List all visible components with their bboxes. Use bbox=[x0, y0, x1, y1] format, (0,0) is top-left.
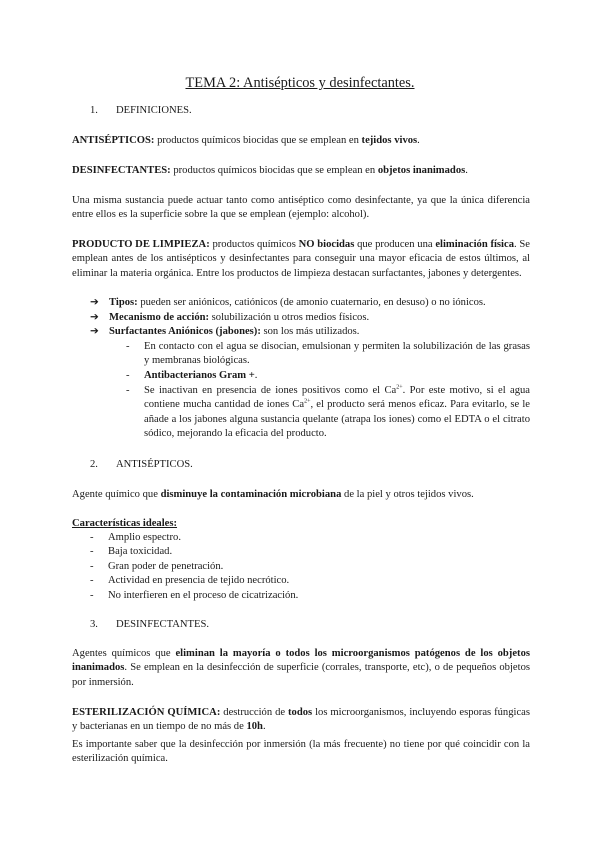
section-3-title: DESINFECTANTES. bbox=[116, 619, 210, 630]
dash-bullet: - bbox=[90, 561, 94, 572]
list-item-label: Tipos: bbox=[109, 297, 138, 308]
definition-text: . Se emplean en la desinfección de superficie (corrales, transporte, etc), o de pequeños objetos por inmersión. bbox=[72, 662, 530, 688]
sub-item-text: Se inactivan en presencia de iones positivos como el Ca bbox=[144, 385, 397, 396]
emphasis-text: NO biocidas bbox=[298, 239, 355, 250]
section-2-title: ANTISÉPTICOS. bbox=[116, 459, 193, 470]
paragraph-nota-inmersion: Es importante saber que la desinfección por inmersión (la más frecuente) no tiene por qué coincidir con la esterilización química. bbox=[72, 739, 530, 765]
definition-text: productos químicos biocidas que se emplean en bbox=[154, 135, 362, 146]
section-3-number: 3. bbox=[90, 619, 98, 630]
definition-text: productos químicos biocidas que se emplean en bbox=[170, 165, 378, 176]
definition-text: los microorganismos, incluyendo esporas fúngicas y bacterianas en un tiempo de no más de bbox=[72, 707, 530, 733]
list-item-text: Amplio espectro. bbox=[108, 532, 181, 543]
emphasis-text: tejidos vivos bbox=[361, 135, 418, 146]
term-producto-limpieza: PRODUCTO DE LIMPIEZA: bbox=[72, 239, 210, 250]
emphasis-text: Antibacterianos Gram + bbox=[144, 370, 255, 381]
emphasis-text: disminuye la contaminación microbiana bbox=[160, 489, 342, 500]
definition-end: . bbox=[465, 165, 468, 176]
arrow-icon: ➔ bbox=[90, 326, 99, 337]
list-item-label: Mecanismo de acción: bbox=[109, 312, 210, 323]
emphasis-text: todos bbox=[288, 707, 313, 718]
definition-end: . bbox=[417, 135, 420, 146]
list-item-text: son los más utilizados. bbox=[260, 326, 360, 337]
definition-text: de la piel y otros tejidos vivos. bbox=[341, 489, 474, 500]
list-item-text: pueden ser aniónicos, catiónicos (de amonio cuaternario, en desuso) o no iónicos. bbox=[137, 297, 486, 308]
section-2-heading bbox=[72, 458, 530, 472]
sub-item-text: En contacto con el agua se disocian, emulsionan y permiten la solubilización de las grasas y membranas biológicas. bbox=[144, 341, 530, 367]
definition-text: . Se emplean antes de los antisépticos y desinfectantes para conseguir una mayor eficacia de estos últimos, al eliminar la materia orgánica. Entre los productos de limpieza destacan surfactantes, jabones y detergentes. bbox=[72, 239, 530, 279]
dash-bullet: - bbox=[90, 575, 94, 586]
arrow-icon: ➔ bbox=[90, 312, 99, 323]
caracteristicas-title: Características ideales: bbox=[72, 518, 178, 529]
document-title: TEMA 2: Antisépticos y desinfectantes. bbox=[185, 75, 415, 91]
section-1-number: 1. bbox=[90, 105, 98, 116]
definition-text: Agentes químicos que bbox=[72, 648, 176, 659]
definition-esterilizacion bbox=[72, 706, 530, 735]
dash-bullet: - bbox=[90, 590, 94, 601]
section-2-number: 2. bbox=[90, 459, 98, 470]
definition-antiseptico-agente bbox=[72, 488, 530, 502]
paragraph-misma-sustancia: Una misma sustancia puede actuar tanto como antiséptico como desinfectante, ya que la única diferencia entre ellos es la superficie sobre la que se emplean (ejemplo: alcohol). bbox=[72, 195, 530, 221]
emphasis-text: objetos inanimados bbox=[377, 165, 466, 176]
definition-antisepticos bbox=[72, 134, 530, 148]
term-esterilizacion: ESTERILIZACIÓN QUÍMICA: bbox=[72, 707, 221, 718]
definition-producto-limpieza bbox=[72, 238, 530, 281]
caracteristicas-heading bbox=[72, 517, 530, 531]
list-item-text: Actividad en presencia de tejido necrótico. bbox=[108, 575, 290, 586]
sub-item-text: . Por este motivo, si el agua contiene mucha cantidad de iones Ca bbox=[144, 385, 530, 411]
emphasis-text: eliminan la mayoría o todos los microorganismos patógenos de los objetos inanimados bbox=[72, 648, 530, 674]
section-3-heading bbox=[72, 618, 530, 632]
section-1-title: DEFINICIONES. bbox=[116, 105, 192, 116]
definition-text: que producen una bbox=[354, 239, 436, 250]
term-antisepticos: ANTISÉPTICOS: bbox=[72, 135, 155, 146]
emphasis-text: eliminación física bbox=[435, 239, 514, 250]
dash-bullet: - bbox=[90, 546, 94, 557]
sub-item-end: . bbox=[254, 370, 258, 381]
arrow-icon: ➔ bbox=[90, 297, 99, 308]
dash-bullet: - bbox=[126, 385, 130, 396]
sub-item-text: , el producto será menos eficaz. Para evitarlo, se le añade a los jabones alguna sustancia quelante (atrapa los iones) como el EDTA o el citrato sódico, mejorando la eficacia del producto. bbox=[144, 399, 530, 440]
definition-text: productos químicos bbox=[209, 239, 299, 250]
list-item-text: No interfieren en el proceso de cicatrización. bbox=[108, 590, 299, 601]
superscript-charge: 2+ bbox=[396, 384, 403, 391]
superscript-charge: 2+ bbox=[304, 398, 311, 405]
definition-desinfectantes bbox=[72, 164, 530, 178]
dash-bullet: - bbox=[126, 370, 130, 381]
definition-desinfectante-agente bbox=[72, 647, 530, 690]
emphasis-text: 10h bbox=[246, 721, 263, 733]
list-item-text: solubilización u otros medios físicos. bbox=[209, 312, 370, 323]
definition-text: destrucción de bbox=[220, 707, 289, 718]
definition-text: Agente químico que bbox=[72, 489, 161, 500]
list-item-label: Surfactantes Aniónicos (jabones): bbox=[109, 326, 261, 337]
list-item-text: Baja toxicidad. bbox=[108, 546, 173, 557]
definition-end: . bbox=[262, 721, 266, 733]
list-item-text: Gran poder de penetración. bbox=[108, 561, 224, 572]
dash-bullet: - bbox=[126, 341, 130, 352]
section-1-heading bbox=[72, 104, 530, 118]
term-desinfectantes: DESINFECTANTES: bbox=[72, 165, 171, 176]
dash-bullet: - bbox=[90, 532, 94, 543]
